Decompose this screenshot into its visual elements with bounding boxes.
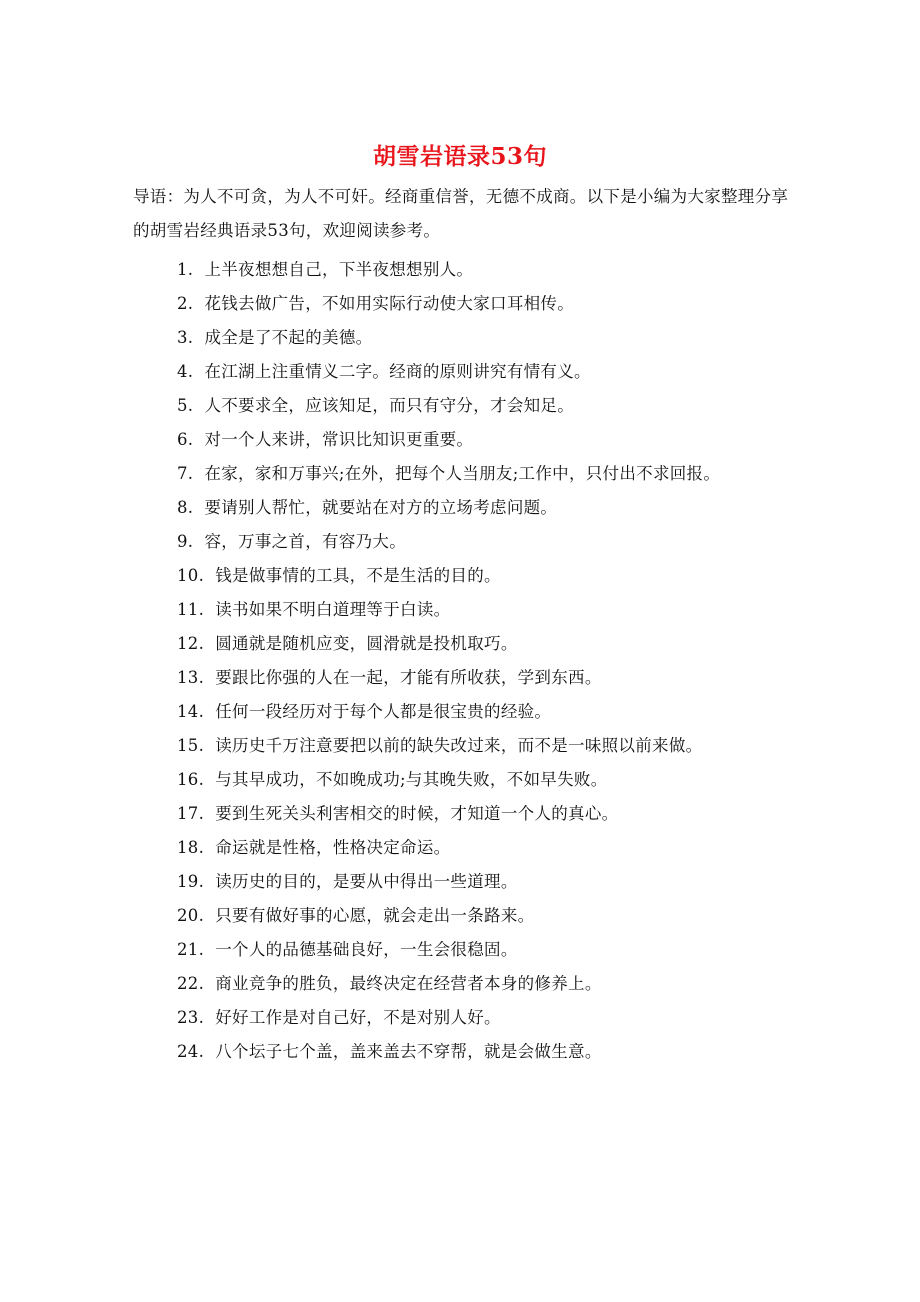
quote-number: 18. [177,838,205,857]
quote-item-content [105,831,793,865]
quote-number: 10. [177,566,205,585]
quote-item-content [105,457,793,491]
quote-item [133,559,793,593]
intro-paragraph: 导语：为人不可贪，为人不可奸。经商重信誉，无德不成商。以下是小编为大家整理分享的胡雪岩经典语录53句，欢迎阅读参考。 [133,187,789,240]
quote-number: 14. [177,702,205,721]
quote-list [133,253,793,1069]
quote-text: 要请别人帮忙，就要站在对方的立场考虑问题。 [204,498,558,517]
page-title: 胡雪岩语录53句 [372,143,547,170]
quote-item [133,457,793,491]
quote-item-content [105,797,793,831]
quote-item-content [105,627,793,661]
quote-text: 容，万事之首，有容乃大。 [204,532,407,551]
quote-item [133,287,793,321]
quote-item-content [105,593,793,627]
quote-item [133,389,793,423]
quote-item [133,1035,793,1069]
quote-text: 商业竞争的胜负，最终决定在经营者本身的修养上。 [215,974,602,993]
quote-number: 13. [177,668,205,687]
quote-item-content [105,1001,793,1035]
quote-number: 5. [177,396,194,415]
quote-item [133,355,793,389]
quote-number: 6. [177,430,194,449]
quote-number: 1. [177,260,194,279]
quote-item [133,967,793,1001]
quote-text: 钱是做事情的工具，不是生活的目的。 [215,566,501,585]
quote-number: 16. [177,770,205,789]
quote-text: 读历史千万注意要把以前的缺失改过来，而不是一味照以前来做。 [215,736,703,755]
quote-item [133,423,793,457]
quote-text: 任何一段经历对于每个人都是很宝贵的经验。 [215,702,552,721]
quote-number: 4. [177,362,194,381]
quote-item-content [105,933,793,967]
quote-item-content [105,389,793,423]
quote-text: 在江湖上注重情义二字。经商的原则讲究有情有义。 [204,362,591,381]
quote-item-content [105,967,793,1001]
quote-item-content [105,865,793,899]
quote-number: 24. [177,1042,205,1061]
quote-item [133,525,793,559]
quote-item-content [105,253,793,287]
quote-text: 一个人的品德基础良好，一生会很稳固。 [215,940,518,959]
quote-text: 上半夜想想自己，下半夜想想别人。 [204,260,474,279]
quote-number: 12. [177,634,205,653]
quote-item [133,899,793,933]
quote-number: 23. [177,1008,205,1027]
quote-text: 要跟比你强的人在一起，才能有所收获，学到东西。 [215,668,602,687]
quote-item-content [105,355,793,389]
quote-item-content [105,899,793,933]
quote-item-content [105,559,793,593]
quote-number: 20. [177,906,205,925]
quote-text: 八个坛子七个盖，盖来盖去不穿帮，就是会做生意。 [215,1042,602,1061]
quote-text: 命运就是性格，性格决定命运。 [215,838,451,857]
quote-number: 17. [177,804,205,823]
quote-number: 19. [177,872,205,891]
quote-item-content [105,321,793,355]
quote-item [133,695,793,729]
quote-item [133,253,793,287]
quote-item-content [105,661,793,695]
quote-text: 成全是了不起的美德。 [204,328,373,347]
quote-number: 22. [177,974,205,993]
quote-text: 对一个人来讲，常识比知识更重要。 [204,430,474,449]
quote-text: 与其早成功，不如晚成功;与其晚失败，不如早失败。 [215,770,608,789]
quote-item [133,661,793,695]
quote-item-content [105,729,793,763]
quote-item [133,627,793,661]
quote-item [133,593,793,627]
quote-item [133,729,793,763]
quote-text: 花钱去做广告，不如用实际行动使大家口耳相传。 [204,294,575,313]
quote-item-content [105,525,793,559]
quote-item [133,865,793,899]
quote-number: 9. [177,532,194,551]
quote-text: 人不要求全，应该知足，而只有守分，才会知足。 [204,396,575,415]
quote-item [133,1001,793,1035]
quote-number: 2. [177,294,194,313]
quote-item [133,491,793,525]
quote-text: 好好工作是对自己好，不是对别人好。 [215,1008,501,1027]
quote-number: 15. [177,736,205,755]
quote-text: 要到生死关头利害相交的时候，才知道一个人的真心。 [215,804,619,823]
quote-item [133,321,793,355]
quote-item-content [105,695,793,729]
quote-item-content [105,287,793,321]
quote-item-content [105,491,793,525]
quote-item-content [105,423,793,457]
quote-item [133,831,793,865]
quote-number: 11. [177,600,205,619]
quote-item [133,763,793,797]
quote-number: 8. [177,498,194,517]
quote-text: 在家，家和万事兴;在外，把每个人当朋友;工作中，只付出不求回报。 [204,464,721,483]
quote-item [133,933,793,967]
quote-item-content [105,763,793,797]
quote-number: 21. [177,940,205,959]
quote-item [133,797,793,831]
quote-number: 7. [177,464,194,483]
quote-text: 读历史的目的，是要从中得出一些道理。 [215,872,518,891]
quote-text: 读书如果不明白道理等于白读。 [215,600,451,619]
quote-number: 3. [177,328,194,347]
quote-item-content [105,1035,793,1069]
quote-text: 圆通就是随机应变，圆滑就是投机取巧。 [215,634,518,653]
quote-text: 只要有做好事的心愿，就会走出一条路来。 [215,906,535,925]
